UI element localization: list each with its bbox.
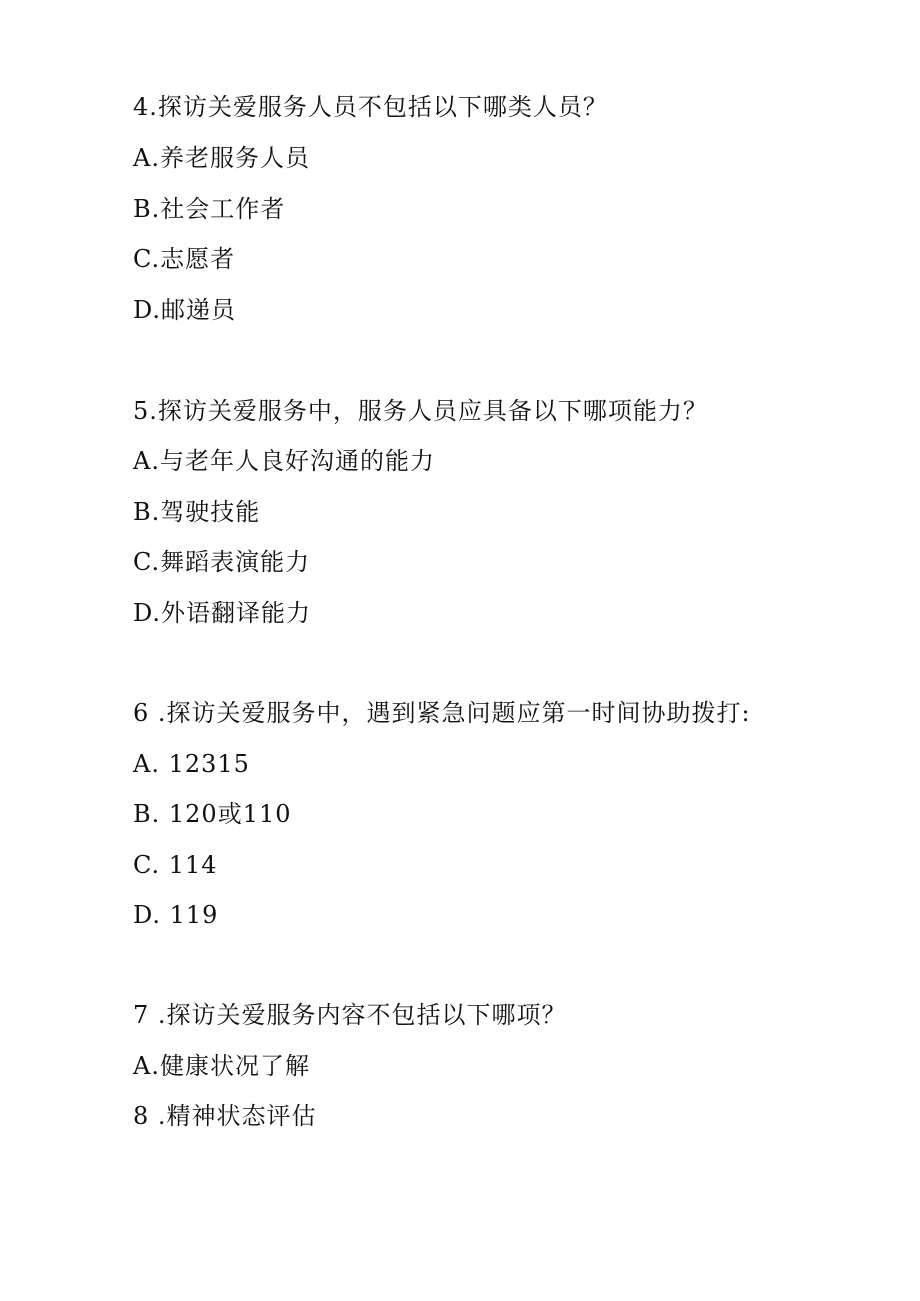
question-7-text: 7 .探访关爱服务内容不包括以下哪项？ [133, 1001, 567, 1029]
question-5-option-a: A.与老年人良好沟通的能力 [133, 447, 435, 475]
question-5-text: 5.探访关爱服务中，服务人员应具备以下哪项能力？ [133, 397, 708, 425]
question-6-option-b: B. 120或110 [133, 800, 292, 828]
question-5-option-c: C.舞蹈表演能力 [133, 548, 311, 576]
question-4-option-a: A.养老服务人员 [133, 144, 310, 172]
question-6-text: 6 .探访关爱服务中，遇到紧急问题应第一时间协助拨打: [133, 699, 751, 727]
question-7-option-b: 8 .精神状态评估 [133, 1102, 317, 1130]
question-6-option-c: C. 114 [133, 851, 218, 879]
question-6-option-a: A. 12315 [133, 750, 250, 778]
question-6-option-d: D. 119 [133, 901, 219, 929]
question-5-option-d: D.外语翻译能力 [133, 599, 312, 627]
question-4-option-c: C.志愿者 [133, 245, 236, 273]
question-5-option-b: B.驾驶技能 [133, 498, 261, 526]
question-4-option-d: D.邮递员 [133, 296, 237, 324]
question-4-text: 4.探访关爱服务人员不包括以下哪类人员？ [133, 93, 608, 121]
question-7-option-a: A.健康状况了解 [133, 1052, 310, 1080]
question-4-option-b: B.社会工作者 [133, 195, 286, 223]
